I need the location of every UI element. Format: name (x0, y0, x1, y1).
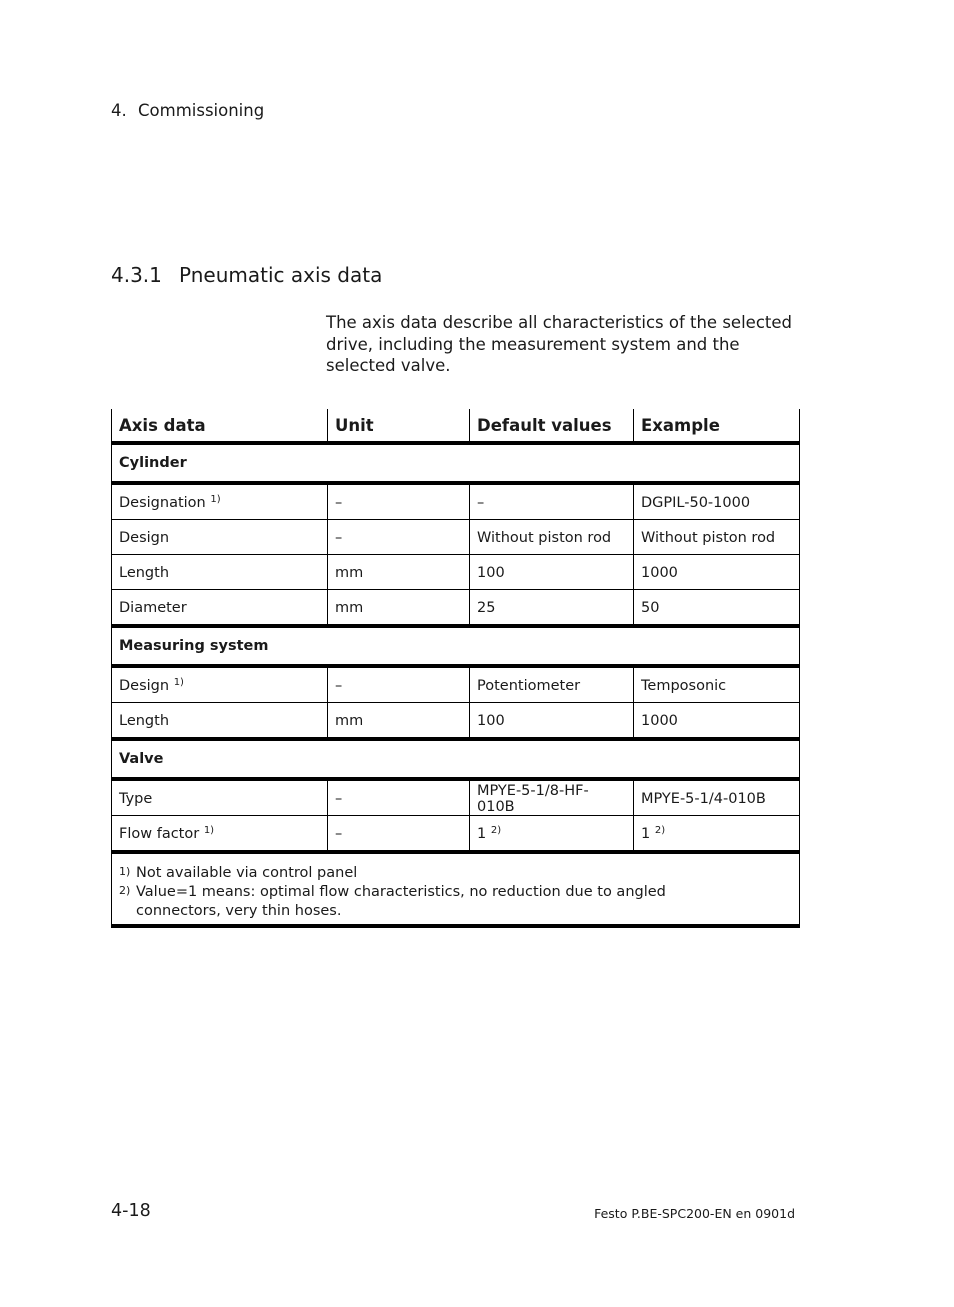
document-id: Festo P.BE-SPC200-EN en 0901d (594, 1206, 795, 1221)
header-example: Example (634, 409, 800, 443)
footnote-ref: 1) (203, 824, 215, 836)
row-unit: – (328, 666, 470, 703)
row-label: Design (112, 520, 328, 555)
row-default: 100 (470, 703, 634, 740)
group-title: Valve (112, 739, 800, 779)
table-row (112, 555, 800, 590)
row-label: Design $^{1)}$ (112, 666, 328, 703)
table-row (112, 666, 800, 703)
row-example: 1 $^{2)}$ (634, 816, 800, 853)
row-unit: – (328, 816, 470, 853)
table-row (112, 816, 800, 853)
section-title: Pneumatic axis data (179, 263, 383, 287)
row-default: 1 $^{2)}$ (470, 816, 634, 853)
row-label: Flow factor $^{1)}$ (112, 816, 328, 853)
footnote-text: Value=1 means: optimal flow characteristics, no reduction due to angled connectors, very thin hoses. (136, 884, 666, 919)
row-label: Type (112, 779, 328, 816)
group-title: Cylinder (112, 443, 800, 483)
row-default: MPYE-5-1/8-HF-010B (470, 779, 634, 816)
row-label: Length (112, 703, 328, 740)
table-row (112, 483, 800, 520)
row-example: 50 (634, 590, 800, 627)
row-unit: mm (328, 703, 470, 740)
row-label: Diameter (112, 590, 328, 627)
row-example: DGPIL-50-1000 (634, 483, 800, 520)
chapter-title: Commissioning (138, 101, 265, 120)
row-label: Length (112, 555, 328, 590)
section-number: 4.3.1 (111, 263, 162, 287)
group-row-measuring-system (112, 626, 800, 666)
table-row (112, 703, 800, 740)
footnotes-row (112, 852, 800, 926)
footnote-ref: 1) (210, 493, 221, 505)
footnote-mark: 2) (119, 884, 131, 897)
chapter-number: 4. (111, 101, 127, 120)
footnotes (112, 852, 800, 926)
row-example: 1000 (634, 703, 800, 740)
axis-data-table (111, 409, 800, 928)
row-unit: – (328, 483, 470, 520)
row-example: MPYE-5-1/4-010B (634, 779, 800, 816)
row-example: Temposonic (634, 666, 800, 703)
row-unit: – (328, 779, 470, 816)
table-row (112, 590, 800, 627)
footnote (119, 883, 792, 921)
row-unit: – (328, 520, 470, 555)
group-row-valve (112, 739, 800, 779)
footnote (119, 864, 792, 883)
table-header-row (112, 409, 800, 443)
page-number: 4-18 (111, 1201, 151, 1221)
table-row (112, 520, 800, 555)
footnote-ref: 2) (654, 824, 666, 836)
row-example: Without piston rod (634, 520, 800, 555)
footnote-ref: 1) (173, 676, 184, 688)
group-row-cylinder (112, 443, 800, 483)
row-unit: mm (328, 590, 470, 627)
row-default: Potentiometer (470, 666, 634, 703)
footnote-ref: 2) (490, 824, 502, 836)
header-unit: Unit (328, 409, 470, 443)
row-default: 100 (470, 555, 634, 590)
row-label: Designation $^{1)}$ (112, 483, 328, 520)
footnote-text: Not available via control panel (136, 865, 358, 881)
footnote-mark: 1) (119, 865, 131, 878)
intro-paragraph: The axis data describe all characteristics of the selected drive, including the measurement system and the selected valve. (326, 313, 792, 375)
row-default: – (470, 483, 634, 520)
table-row (112, 779, 800, 816)
row-default: Without piston rod (470, 520, 634, 555)
row-unit: mm (328, 555, 470, 590)
row-default: 25 (470, 590, 634, 627)
header-default-values: Default values (470, 409, 634, 443)
row-example: 1000 (634, 555, 800, 590)
header-axis-data: Axis data (112, 409, 328, 443)
section-heading (111, 263, 382, 287)
running-head (111, 101, 264, 120)
group-title: Measuring system (112, 626, 800, 666)
